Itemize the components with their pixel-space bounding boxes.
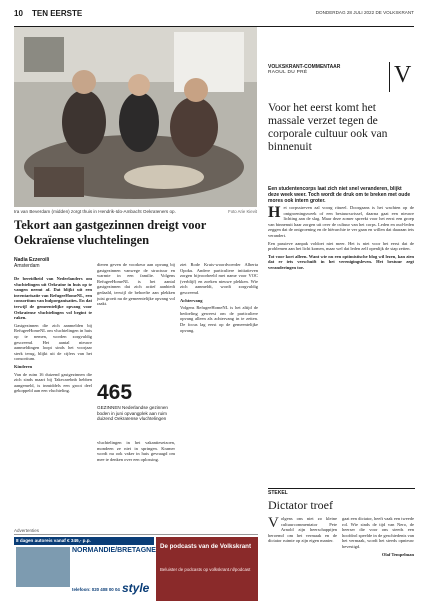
commentary-logo-letter: V	[394, 62, 412, 88]
stekel-header: STEKEL	[268, 490, 288, 496]
article-column-2b	[97, 440, 175, 526]
stekel-author: Olaf Tempelman	[381, 551, 414, 557]
byline	[14, 257, 94, 269]
photo-caption: Ira van Beverdam (midden) zorgt thuis in Hendrik-Ido-Ambacht Oekraïeners op.	[14, 209, 176, 214]
photo-credit: Foto Arie Kievit	[228, 209, 257, 214]
big-number-caption: GEZINNEN Nederlandse gezinnen boden in juni opvangplek aan ruim duizend Oekraïense vluchtelingen	[97, 405, 168, 422]
page-number: 10	[14, 9, 23, 18]
commentary-title: Voor het eerst komt het massale verzet tegen de corporale cultuur ook van binnenuit	[268, 101, 388, 153]
column-3-text-2: Volgens RefugeeHomeNL is het altijd de bedoeling geweest om de particuliere opvang alleen als achtervang in te zetten. De focus lag eerst op de gemeentelijke opvang.	[180, 305, 258, 333]
commentary-lead: Een studentencorps laat zich niet snel veranderen, blijkt deze week weer. Toch wordt de druk om te breken met oude mores ook intern groter.	[268, 186, 411, 204]
commentary-text-3: Tot voor kort alleen. Want wie nu een optimistische blog wil lezen, kan zien dat er iets verschuift in het verenigingsleven. Het bestuur zegt veranderingen toe.	[268, 253, 414, 270]
section-name: TEN EERSTE	[32, 9, 83, 18]
advert-normandie[interactable]	[14, 537, 154, 601]
stekel-divider	[268, 488, 415, 489]
advert-photo	[16, 547, 70, 587]
article-column-1	[14, 276, 92, 526]
article-lead: De bereidheid van Nederlanders om vluchtelingen uit Oekraïne in huis op te vangen neemt af. Dat blijkt uit een inventarisatie van RefugeeHomeNL, een consortium van hulporganisaties. En dat terwijl de gemeentelijke opvang voor Oekraïense vluchtelingen vol begint te raken.	[14, 276, 92, 321]
commentary-text-2: Een passieve aanpak voldoet niet meer. Het is niet voor het eerst dat de problemen aan het licht komen, maar wel dat leden zelf openlijk de stap zetten.	[268, 240, 414, 252]
date-paper: DONDERDAG 28 JULI 2022 DE VOLKSKRANT	[315, 10, 414, 15]
column-1-text-2: Van de ruim 16 duizend gastgezinnen die zich sinds maart bij Takecarebnb hebben aangemeld, is inmiddels een groot deel gekoppeld aan een vluchteling.	[14, 371, 92, 394]
byline-name: Nadia Ezzeroili	[14, 257, 50, 263]
column-3-text: ziet Rode Kruis-woordvoerder Alberta Opoku. Andere particuliere initiatieven zorgen bijvoorbeeld met name voor VOC (verblijf) en zoeken nieuwe plekken. Wie zich aanmeldt, wordt zorgvuldig gescreend.	[180, 262, 258, 295]
big-number: 465	[97, 381, 133, 404]
podcast-sub: Beluister de podcasts op volkskrant.nl/podcast	[160, 567, 251, 572]
stekel-title: Dictator troef	[268, 498, 333, 512]
byline-place: Amsterdam	[14, 263, 40, 269]
page-header	[14, 6, 414, 27]
stekel-column-2	[342, 516, 414, 606]
drop-cap: H	[268, 205, 281, 221]
commentary-kicker: VOLKSKRANT-COMMENTAAR	[268, 64, 341, 70]
column-1-text: Gastgezinnen die zich aanmelden bij RefugeeHomeNL om vluchtelingen in huis op te nemen, worden zorgvuldig gescreend. Het aantal nieuwe aanmeldingen loopt sinds het voorjaar sterk terug, blijkt uit de cijfers van het consortium.	[14, 322, 92, 362]
stekel-drop-cap: V	[268, 516, 279, 531]
ads-label: Advertenties	[14, 528, 40, 533]
article-column-3	[180, 262, 258, 526]
commentary-body	[268, 205, 414, 485]
stekel-text-2: gaat een dictator, heeft vaak een tweede rol. Wie sinds de tijd van Nero, de heerser die voor ons steeds een hoofdrol speelde in de geschiedenis van het vermaak, wordt het steeds opnieuw bevestigd.	[342, 516, 414, 549]
subhead-kinderen: Kinderen	[14, 363, 33, 369]
advert-podcast[interactable]	[156, 537, 258, 601]
column-2-text-2: vluchtelingen in het vakantieseizoen, mondeen ze niet in springen. Kramer wordt nu ook vaker in huis gevraagd om mee te denken over een oplossing.	[97, 440, 175, 462]
advert-brand: style	[122, 581, 150, 595]
advert-block	[14, 534, 258, 603]
stekel-column-1	[268, 516, 337, 606]
column-2-text: dieren geven de voorkeur aan opvang bij gastgezinnen vanwege de structuur en warmte in een familie. Volgens RefugeeHomeNL is het aantal gastgezinnen dat zich actief aanbiedt gedaald, terwijl de behoefte aan plekken juist groeit nu de gemeentelijke opvang vol raakt.	[97, 262, 175, 307]
commentary-author: RAOUL DU PRÉ	[268, 70, 308, 75]
commentary-text: et corpsstreven zal voorg ritueel. Doorgaans is het wachten op de ontgroeningsweek of een bestuurswissel, daarna gaat een nieuwe lichting aan de slag. Maar deze zomer spreekt voor het eerst een groep van binnenuit haar zorgen uit over de cultuur van het corps. Leden en oud-leden zeggen dat de ontgroening en de hiërarchie te ver gaan en willen dat daaraan iets verandert.	[268, 205, 414, 238]
stekel-text-1: olgens ons niet zo kleine cultuurcommentator Pete Arnold zijn heerschappijen beroemd om het vermaak en de dictator ruimte op zijn eigen manier.	[268, 516, 337, 544]
podcast-title: De podcasts van de Volkskrant	[160, 543, 252, 550]
commentary-header	[268, 64, 398, 75]
article-photo	[14, 27, 257, 207]
advert-sub: 8 dagen autoreis vanaf € 349,- p.p.	[14, 537, 154, 545]
advert-phone: telefoon: 020 408 00 04	[72, 587, 120, 592]
photo-illustration	[14, 27, 257, 207]
article-headline: Tekort aan gastgezinnen dreigt voor Oekraïense vluchtelingen	[14, 218, 207, 247]
subhead-achtervang: Achtervang	[180, 297, 203, 303]
advert-title: NORMANDIE/BRETAGNE	[72, 547, 156, 554]
